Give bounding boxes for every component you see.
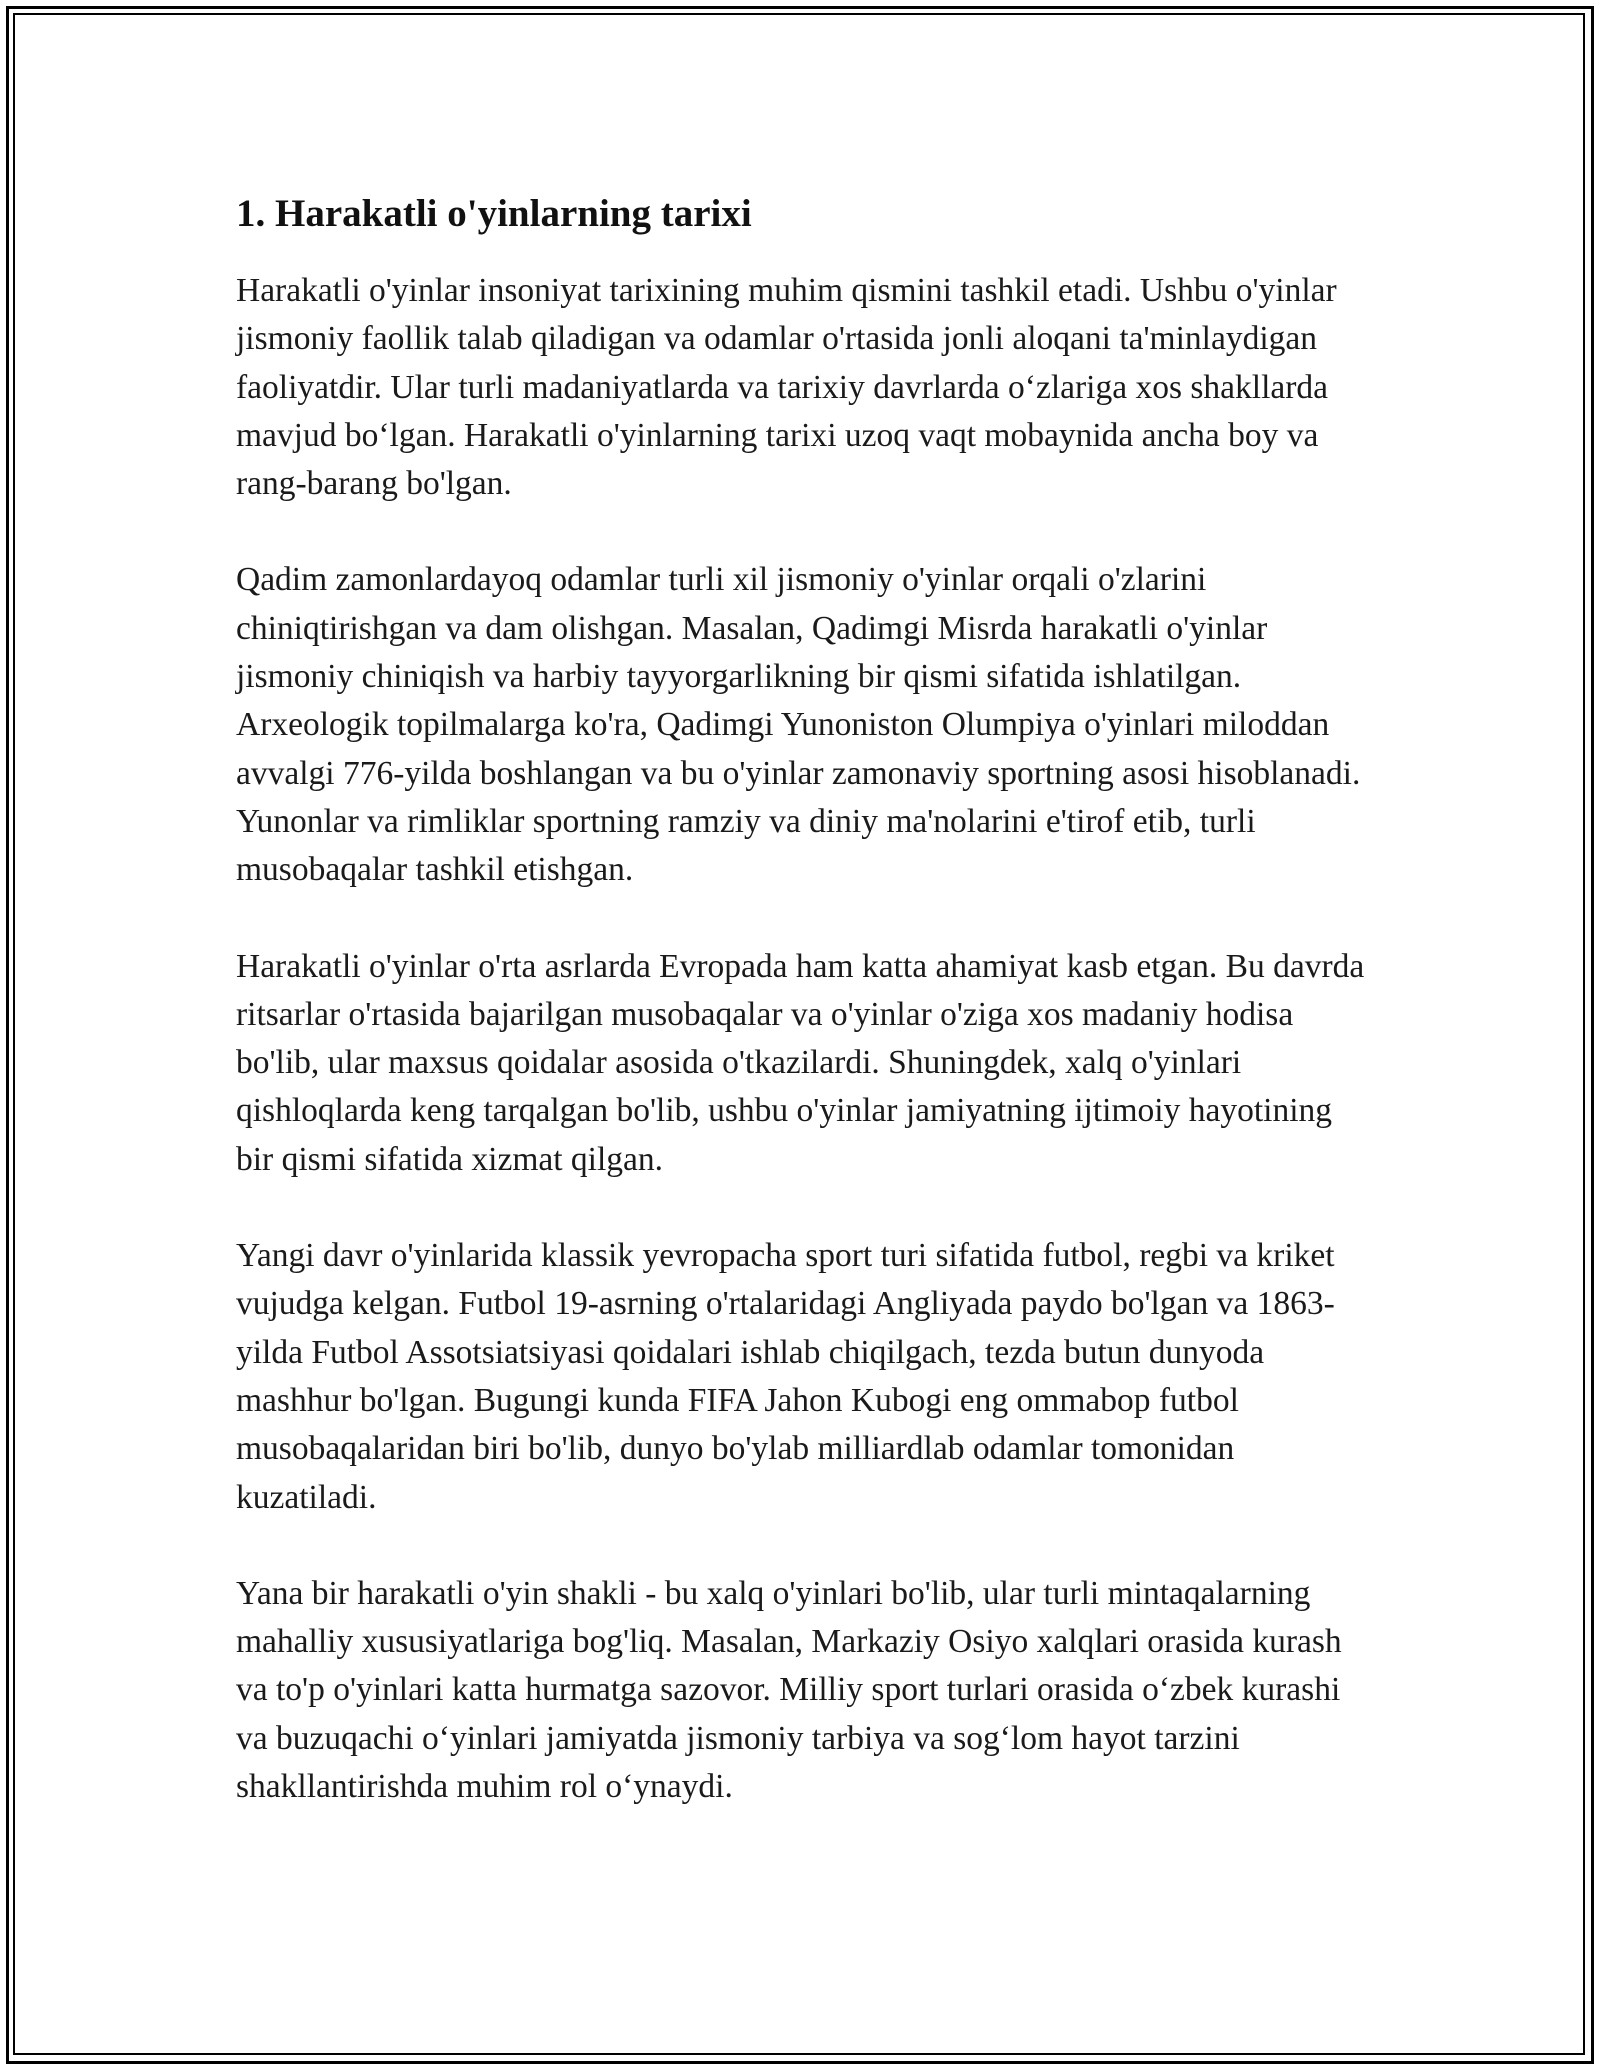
paragraph-4: Yangi davr o'yinlarida klassik yevropacha sport turi sifatida futbol, regbi va kriket vujudga kelgan. Futbol 19-asrning o'rtalaridagi Angliyada paydo bo'lgan va 1863-yilda Futbol Assotsiatsiyasi qoidalari ishlab chiqilgach, tezda butun dunyoda mashhur bo'lgan. Bugungi kunda FIFA Jahon Kubogi eng ommabop futbol musobaqalaridan biri bo'lib, dunyo bo'ylab milliardlab odamlar tomonidan kuzatiladi. [236,1237,1335,1516]
section-heading: 1. Harakatli o'yinlarning tarixi [236,192,752,235]
paragraph-3: Harakatli o'yinlar o'rta asrlarda Evropada ham katta ahamiyat kasb etgan. Bu davrda ritsarlar o'rtasida bajarilgan musobaqalar va o'yinlar o'ziga xos madaniy hodisa bo'lib, ular maxsus qoidalar asosida o'tkazilardi. Shuningdek, xalq o'yinlari qishloqlarda keng tarqalgan bo'lib, ushbu o'yinlar jamiyatning ijtimoiy hayotining bir qismi sifatida xizmat qilgan. [236,947,1365,1178]
paragraph-2: Qadim zamonlardayoq odamlar turli xil jismoniy o'yinlar orqali o'zlarini chiniqtirishgan va dam olishgan. Masalan, Qadimgi Misrda harakatli o'yinlar jismoniy chiniqish va harbiy tayyorgarlikning bir qismi sifatida ishlatilgan. Arxeologik topilmalarga ko'ra, Qadimgi Yunoniston Olumpiya o'yinlari miloddan avvalgi 776-yilda boshlangan va bu o'yinlar zamonaviy sportning asosi hisoblanadi. Yunonlar va rimliklar sportning ramziy va diniy ma'nolarini e'tirof etib, turli musobaqalar tashkil etishgan. [236,561,1361,889]
paragraph-5: Yana bir harakatli o'yin shakli - bu xalq o'yinlari bo'lib, ular turli mintaqalarning mahalliy xususiyatlariga bog'liq. Masalan, Markaziy Osiyo xalqlari orasida kurash va to'p o'yinlari katta hurmatga sazovor. Milliy sport turlari orasida o‘zbek kurashi va buzuqachi o‘yinlari jamiyatda jismoniy tarbiya va sog‘lom hayot tarzini shakllantirishda muhim rol o‘ynaydi. [236,1574,1342,1806]
paragraph-1: Harakatli o'yinlar insoniyat tarixining muhim qismini tashkil etadi. Ushbu o'yinlar jismoniy faollik talab qiladigan va odamlar o'rtasida jonli aloqani ta'minlaydigan faoliyatdir. Ular turli madaniyatlarda va tarixiy davrlarda o‘zlariga xos shakllarda mavjud bo‘lgan. Harakatli o'yinlarning tarixi uzoq vaqt mobaynida ancha boy va rang-barang bo'lgan. [236,272,1337,503]
document-body [236,186,1366,1859]
